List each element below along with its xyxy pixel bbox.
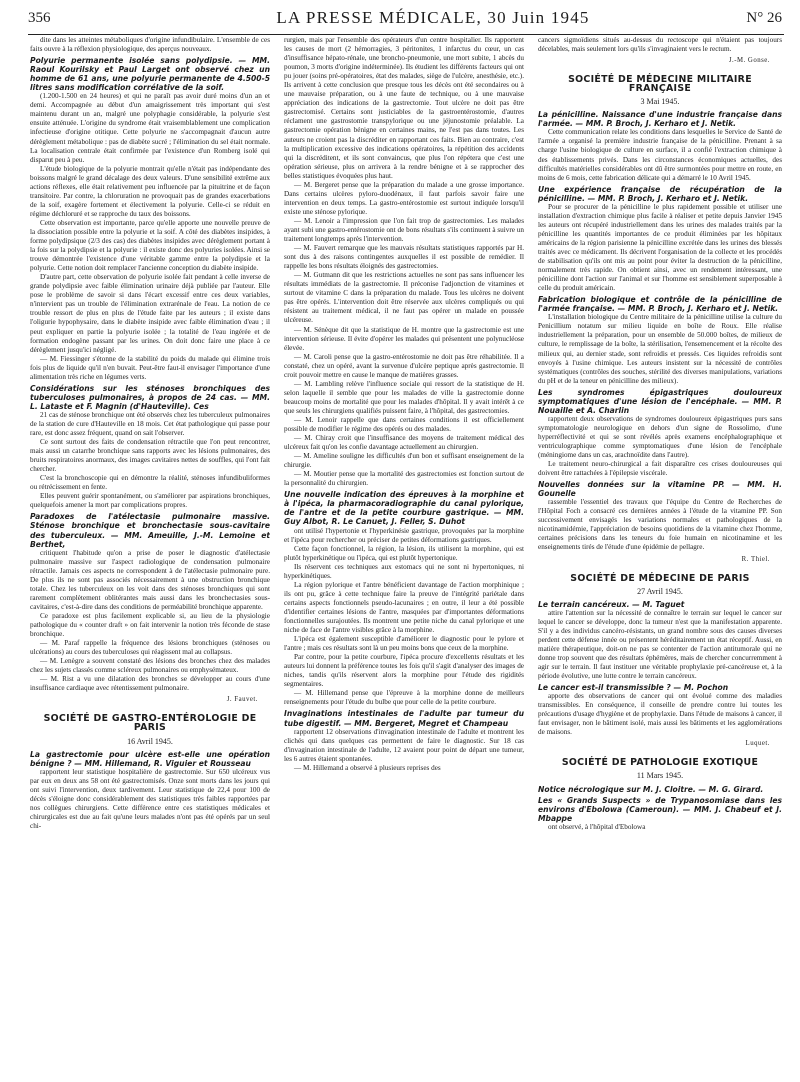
paragraph: ont utilisé l'hypertonie et l'hyperkinésie gastrique, provoquées par la morphine et l'ipéca pour rechercher ou préciser de petites déformations gastriques. [284, 526, 524, 544]
column-3 [538, 36, 782, 1076]
paragraph: Cette façon fonctionnel, la région, la lésion, ils utilisent la morphine, qui est plutôt hyperkinétique ou l'ipéca, qui est plutôt hypertonique. [284, 544, 524, 562]
paragraph: rapportent 12 observations d'invagination intestinale de l'adulte et montrent les clichés qui dans quelques cas permettent de faire le diagnostic. Sur 18 cas d'invagination intestinale de l'adulte, 12 avaient pour point de départ une tumeur, les 6 autres étaient spontanées. [284, 727, 524, 763]
paragraph: — M. Fiessinger s'étonne de la stabilité du poids du malade qui élimine trois fois plus de liquide qu'il n'en buvait. Peut-être faut-il envisager l'importance d'une alimentation très riche en légumes verts. [30, 354, 270, 381]
paragraph: L'ipéca est également susceptible d'améliorer le diagnostic pour le pylore et l'antre ; mais ces résultats sont là un peu moins bons que ceux de la morphine. [284, 635, 524, 653]
paragraph: Cette observation est importante, parce qu'elle apporte une nouvelle preuve de la dissociation possible entre la polyurie et la soif. A côté des diabètes insipides, à forme polydipsique (2/3 des cas) des diabètes insipides avec dérèglement portant à la fois sur la polydipsie et la polyurie : il existe donc des polyuries isolées. Ainsi se trouve démontrée l'existence d'une véritable gamme entre la polydipsie et la polyurie. Cette notion doit remplacer l'ancienne conception du diabète insipide. [30, 218, 270, 273]
paragraph: — M. Fauvert remarque que les mauvais résultats statistiques rapportés par H. sont dus à des raisons contingentes auxquelles il est possible de remédier. Il rappelle les bons résultats éloignés des gastrectomies. [284, 244, 524, 271]
page-number: 356 [28, 10, 51, 26]
section-date: 27 Avril 1945. [637, 586, 683, 596]
paragraph: — M. Lenoir rappelle que dans certaines conditions il est officiellement possible de modifier le régime des opérés ou des malades. [284, 415, 524, 434]
paragraph: — M. Lenègre a souvent constaté des lésions des bronches chez des malades chez les sujets classés comme scléreux pulmonaires ou emphysémateux. [30, 657, 270, 675]
article-title: Une nouvelle indication des épreuves à la morphine et à l'ipéca, la pharmacoradiographie du canal pylorique, de l'antre et de la petite courbure gastrique. — MM. Guy Albot, R. Le Canuet, J. Feller, S. Duhot [284, 490, 524, 527]
signature: R. Thiel. [741, 555, 770, 563]
section-heading: SOCIÉTÉ DE PATHOLOGIE EXOTIQUE [561, 757, 759, 769]
paragraph: — M. Lenoir a l'impression que l'on fait trop de gastrectomies. Les malades ayant subi une gastro-entérostomie ont de bons résultats s'ils continuent à suivre un traitement longtemps après l'intervention. [284, 216, 524, 244]
paragraph: — M. Ameline souligne les difficultés d'un bon et suffisant enseignement de la chirurgie. [284, 452, 524, 470]
article-title: Une expérience française de récupération de la pénicilline. — MM. P. Broch, J. Kerharo et J. Netik. [538, 184, 782, 203]
paragraph: Ce paradoxe est plus facilement explicable si, au lieu de la physiologie pathologique du « counter draft » on fait intervenir la notion très féconde de stase bronchique. [30, 611, 270, 639]
paragraph: rurgien, mais par l'ensemble des opérateurs d'un centre hospitalier. Ils rapportent les causes de mort (2 hémorragies, 3 péritonites, 1 infarctus du cœur, un cas d'insuffisance hépato-rénale, une broncho-pneumonie, une mort subite, 1 abcès du poumon, 3 morts d'origine indéterminée). Ils étudient les différents facteurs qui ont pu jouer (soins pré-opératoires, état des malades, siège de l'ulcère, anesthésie, etc.). Ils arrivent à cette conclusion que presque tous les décès ont été secondaires ou à une mauvaise préparation, ou à une faute de technique, ou à une mauvaise appréciation des indications de la gastrectomie. Tout ulcère ne doit pas être gastrectomisé. Certains sont justiciables de la gastroentérostomie, d'autres réclament une gastrostomie transpylorique ou une jéjunostomie préalable. La gastrectomie opération bénigne en certaines mains, ne l'est pas dans toutes. Les auteurs ne croient pas la discréditer en rapportant ces faits. Bien au contraire, c'est la multiplication excessive des indications opératoires, la répétition des accidents qui la discréditent, et ils sont convaincus, que plus l'on répétera que c'est une opération sérieuse, plus on arrivera à la rendre bénigne et à se rapprocher des belles statistiques évoquées plus haut. [284, 36, 524, 180]
section-heading: SOCIÉTÉ DE GASTRO-ENTÉROLOGIE DE PARIS [43, 713, 257, 734]
signature: J.-M. Gonse. [728, 57, 770, 65]
paragraph: — M. Hillemand pense que l'épreuve à la morphine donne de meilleurs renseignements pour l'étude du bulbe que pour celle de la petite courbure. [284, 689, 524, 707]
journal-title: LA PRESSE MÉDICALE, 30 Juin 1945 [276, 8, 590, 27]
article-title: Considérations sur les sténoses bronchiques des tuberculoses pulmonaires, à propos de 24 cas. — MM. L. Lataste et F. Magnin (d'Hauteville). Ces [30, 383, 270, 411]
article-title: Paradoxes de l'atélectasie pulmonaire massive. Sténose bronchique et bronchectasie sous-cavitaire des tuberculeux. — MM. Ameuille, J.-M. Lemoine et Berthet, [30, 512, 270, 549]
section-heading: SOCIÉTÉ DE MÉDECINE MILITAIRE FRANÇAISE [568, 74, 752, 95]
paragraph: rapportent leur statistique hospitalière de gastrectomie. Sur 650 ulcéreux vus par eux en deux ans 58 ont été gastrectomisés. Onze sont morts dans les jours qui ont suivi l'intervention, deux tardivement. Leur statistique de 22,4 pour 100 de décès s'éloigne donc considérablement des statistiques très faibles rapportées par nos collègues chirurgiens. Cette différence entre ces statistiques médicales et chirurgicales est due au fait qu'une leurs malades n'ont pas été opérés par un seul chi- [30, 767, 270, 830]
article-title: Invaginations intestinales de l'adulte par tumeur du tube digestif. — MM. Bergeret, Megret et Champeau [284, 709, 524, 728]
column-2 [284, 36, 524, 1076]
paragraph: 21 cas de sténose bronchique ont été observés chez les tuberculeux pulmonaires de la station de cure d'Hauteville en 18 mois. Cet état pathologique qui passe pour rare, est donc assez fréquent, quand on sait l'observer. [30, 410, 270, 438]
paragraph: attire l'attention sur la nécessité de connaître le terrain sur lequel le cancer sur lequel le cancer se développe, donc la tumeur n'est que la manifestation apparente. S'il y a des individus cancéro-résistants, un grand nombre sous des causes diverses perdent cette défense innée ou présentent héréditairement un état réceptif. Aussi, en matière thérapeutique, doit-on ne pas se contenter de l'action antitumorale qui ne donne trop souvent que des résultats éphémères, mais de chercher concurremment à agir sur le terrain. Il faut instituer une véritable prophylaxie pré-cancéreuse et, à la période évolutive, une lutte contre le terrain cancéreux. [538, 608, 782, 681]
paragraph: — M. Hillemand a observé à plusieurs reprises des [294, 763, 441, 772]
section-date: 3 Mai 1945. [640, 97, 680, 107]
section-heading: SOCIÉTÉ DE MÉDECINE DE PARIS [570, 572, 750, 584]
paragraph: dite dans les atteintes métaboliques d'origine infundibulaire. L'ensemble de ces faits ouvre à la réflexion physiologique, des aperçus nouveaux. [30, 36, 270, 54]
paragraph: C'est la bronchoscopie qui en démontre la réalité, sténoses infundibuliformes ou rétrécissement en fente. [30, 474, 270, 492]
article-title: Le terrain cancéreux. — M. Taguet [538, 599, 685, 609]
paragraph: — M. Bergeret pense que la préparation du malade a une grosse importance. Dans certains ulcères pyloro-duodénaux, il faut parfois savoir faire une intervention en deux temps. La gastro-entérostomie est surtout indiquée lorsqu'il existe une sténose pylorique. [284, 180, 524, 216]
paragraph: — M. Rist a vu une dilatation des bronches se développer au cours d'une insuffisance cardiaque avec rétentissement pulmonaire. [30, 675, 270, 693]
column-1 [30, 36, 270, 1076]
article-title: Fabrication biologique et contrôle de la pénicilline de l'armée française. — MM. P. Broch, J. Kerharo et J. Netik. [538, 295, 782, 314]
paragraph: critiquent l'habitude qu'on a prise de poser le diagnostic d'atélectasie pulmonaire massive sur l'aspect radiologique de condensation pulmonaire rétractile. Jamais ces aspects ne correspondent à de l'atélectasie pulmonaire pure. De plus ils ne sont pas associés nécessairement à une obstruction bronchique totale. Chez les tuberculeux on les voit dans des sténoses bronchiques qui sont rarement complètement oblitérantes mais aussi dans les bronchectasies sous-cavitaires, c'est-à-dire dans des conditions de perméabilité bronchique apparente. [30, 548, 270, 611]
paragraph: D'autre part, cette observation de polyurie isolée fait pendant à celle inverse de grande polydipsie avec faible élimination urinaire déjà publiée par l'auteur. Elle pose le problème de savoir si dans l'écart excessif entre ces deux variables, n'intervient pas un trouble de l'élimination extrarénale de l'eau. La notion de ce trouble ressort de plus en plus de l'étude faite par les auteurs ; il existe dans l'oligurie hypophysaire, dans le diabète insipide avec faible élimination d'eau ; il peut expliquer en partie la polyurie isolée ; la totalité de l'eau ingérée et de formation endogène passant par les urines. On doit donc faire une place à ce dérèglement jusqu'ici négligé. [30, 273, 270, 354]
article-title: Nouvelles données sur la vitamine PP. — MM. H. Gounelle [538, 480, 782, 499]
article-title: Notice nécrologique sur M. J. Cloitre. — M. G. Girard. [538, 784, 764, 794]
paragraph: rassemble l'essentiel des travaux que l'équipe du Centre de Recherches de l'Hôpital Foch a consacré ces dernières années à l'étude de la vitamine PP. Son successivement envisagés les variations normales et pathologiques de la nicotinamidémie, l'appréciation de besoins quotidiens de la vitamine chez l'homme, certaines précisions dans les teneurs du foie humain en nicotinamine et les enseignements tirés de l'étude d'une épidémie de pellagre. [538, 498, 782, 552]
paragraph: — M. Chiray croit que l'insuffisance des moyens de traitement médical des ulcéreux fait qu'on les confie davantage actuellement au chirurgien. [284, 434, 524, 452]
paragraph: Pour se procurer de la pénicilline le plus rapidement possible et utiliser une installation d'extraction chimique plus facile à réaliser et petite depuis Janvier 1945 les auteurs ont récupéré industriellement dans les urines des malades traités par la pénicilline les quantités importantes de ce produit éliminées par les hôpitaux américains de la région parisienne la pénicilline excrétée dans les urines des blessés traités avec ce médicament. Ils décrivent l'organisation de la collecte et les procédés de stabilisation qu'ils ont mis au point pour éviter la destruction de la pénicilline, normalement très rapide. On obtient ainsi, avec un rendement intéressant, une pénicilline dont l'action sur l'animal et sur l'homme est sensiblement superposable à celle du produit américain. [538, 202, 782, 293]
paragraph: L'étude biologique de la polyurie montrait qu'elle n'était pas indépendante des boissons malgré le grand décalage des deux valeurs. D'une sensibilité extrême aux actions réflexes, elle était relativement peu influencée par la pituitrine et de façon transitoire. Par contre, la chloruration ne provoquait pas de grandes exacerbations de la soif, exagère fortement et électivement la polyurie. Celle-ci se réduit en régime déchloruré et se rapproche du taux des boissons. [30, 164, 270, 218]
paragraph: — M. Paraf rappelle la fréquence des lésions bronchiques (sténoses ou ulcérations) au cours des tuberculoses qui réagissent mal au collapsus. [30, 639, 270, 657]
section-date: 11 Mars 1945. [636, 771, 684, 781]
article-title: Les « Grands Suspects » de Trypanosomiase dans les environs d'Ebolowa (Cameroun). — MM. J. Chabeuf et J. Mbappe [538, 795, 782, 823]
paragraph: Ils réservent ces techniques aux estomacs qui ne sont ni hypertoniques, ni hyperkinétiques. [284, 562, 524, 580]
paragraph: — M. Sénèque dit que la statistique de H. montre que la gastrectomie est une intervention sérieuse. Il évite d'opérer les malades qui présentent une polynucléose élevée. [284, 325, 524, 352]
paragraph: Le traitement neuro-chirurgical a fait disparaître ces crises douloureuses qui doivent être rattachées à l'épilepsie viscérale. [538, 460, 782, 478]
paragraph: Cette communication relate les conditions dans lesquelles le Service de Santé de l'armée a organisé la première industrie française de la pénicilline. Prenant à sa charge l'usine biologique de culture en surface, il a confié l'extraction chimique à des établissements privés. Dans les circonstances économiques actuelles, des difficultés matérielles considérables ont dû être surmontées pour mettre en route, en moins de 6 mois, cette fabrication délicate qui a démarré le 10 Avril 1945. [538, 128, 782, 182]
article-title: La pénicilline. Naissance d'une industrie française dans l'armée. — MM. P. Broch, J. Kerharo et J. Netik. [538, 110, 782, 129]
paragraph: — M. Moutier pense que la mortalité des gastrectomies est fonction surtout de la personnalité du chirurgien. [284, 470, 524, 488]
paragraph: Par contre, pour la petite courbure, l'ipéca procure d'excellents résultats et les auteurs lui donnent la préférence toutes les fois qu'il s'agit d'analyser des images de niches, tandis qu'ils réservent alors la morphine pour l'étude des rigidités segmentaires. [284, 653, 524, 689]
paragraph: — M. Lambling relève l'influence sociale qui ressort de la statistique de H. selon laquelle il semble que pour les malades de ville la gastrectomie donne beaucoup moins de mortalité que pour les malades d'hôpital. Il y avait intérêt à ce que seuls les chirurgiens qualifiés puissent faire, à l'hôpital, des gastrectomies. [284, 379, 524, 415]
paragraph: ont observé, à l'hôpital d'Ebolowa [548, 822, 646, 831]
section-date: 16 Avril 1945. [127, 736, 173, 746]
paragraph: L'installation biologique du Centre militaire de la pénicilline utilise la culture du Penicillium notatum sur milieu liquide en boîte de Roux. Elle réalise industriellement la préparation, pour un ensemble de 50.000 boîtes, de milieux de culture, le remplissage de la boîte, la stérilisation, l'ensemencement et la récolte des milieux qui, au dernier stade, sont refroidis et pressés. Ces liquides refroidis sont envoyés à l'usine chimique. Les auteurs insistent sur la nécessité de contrôles systématiques (contrôles des souches, stérilité des diverses manipulations, variations du pH et de la teneur en pénicilline des milieux). [538, 313, 782, 385]
page-header [28, 8, 784, 35]
signature: Luquet. [745, 740, 770, 748]
paragraph: — M. Gutmann dit que les restrictions actuelles ne sont pas sans influencer les résultats immédiats de la gastrectomie. Il préconise l'adjonction de vitamines et surtout de vitamine C dans la préparation du malade. Tous les ulcères ne doivent pas être opérés. L'intervention doit être réservée aux ulcères compliqués ou qui résistent au traitement médical, il ne faut pas opérer un malade en poussée ulcéreuse. [284, 271, 524, 325]
paragraph: Elles peuvent guérir spontanément, ou s'améliorer par aspirations bronchiques, quelquefois amener la mort par complications propres. [30, 492, 270, 510]
paragraph: Ce sont surtout des faits de condensation rétractile que l'on peut rencontrer, mais aussi un catarrhe bronchique sans rapports avec les lésions pulmonaires, des bruits respiratoires anormaux, des images cavitaires nettes de souffles, qui l'ont fait chercher. [30, 438, 270, 474]
paragraph: rapportent deux observations de syndromes douloureux épigastriques purs sans symptomatologie neurologique en dehors d'un signe de Rossolimo, d'une hyperréflectivité et qui se sont révélés après examens encéphalographique et ventriculographique comme symptomatiques d'une lésion de l'encéphale (méningiome dans un cas, arachnoïdite dans l'autre). [538, 414, 782, 460]
paragraph: apporte des observations de cancer qui ont évolué comme des maladies transmissibles. En conséquence, il conseille de prendre contre lui toutes les précautions d'usage d'hygiène et de prophylaxie. Dans l'étude de maisons à cancer, il faut envisager, non le bâtiment isolé, mais aussi les bâtiments et les agglomérations de maisons. [538, 692, 782, 737]
article-title: Le cancer est-il transmissible ? — M. Pochon [538, 683, 729, 693]
paragraph: cancers sigmoïdiens situés au-dessus du rectoscope qui n'étaient pas toujours décelables, mais seulement lors qu'ils s'invaginaient vers le rectum. [538, 36, 782, 54]
paragraph: La région pylorique et l'antre bénéficient davantage de l'action morphinique ; ils ont pu, grâce à cette technique faire la preuve de l'intégrité pariétale dans certains aspects fonctionnels pseudo-lacunaires ; en outre, il leur a été possible d'identifier certaines lésions de l'antre, masquées par d'importantes déformations fonctionnelles surajoutées. Ils montrent une petite niche du canal pylorique et une niche de face de l'antre visibles grâce à la morphine. [284, 580, 524, 635]
issue-number: N° 26 [746, 10, 782, 26]
article-title: Les syndromes épigastriques douloureux symptomatiques d'une lésion de l'encéphale. — MM. P. Nouaille et A. Charlin [538, 387, 782, 415]
article-title: Polyurie permanente isolée sans polydipsie. — MM. Raoul Kourilsky et Paul Larget ont observé chez un homme de 61 ans, une polyurie permanente de 4.500-5 litres sans modification corrélative de la soif. [30, 56, 270, 93]
signature: J. Fauvet. [226, 696, 258, 704]
paragraph: — M. Caroli pense que la gastro-entérostomie ne doit pas être réhabilitée. Il a constaté, chez un opéré, avant la survenue d'ulcère peptique après gastrectomie. Il croit pouvoir mettre en cause le manque de matières grasses. [284, 352, 524, 379]
article-title: La gastrectomie pour ulcère est-elle une opération bénigne ? — MM. Hillemand, R. Viguier et Rousseau [30, 749, 270, 768]
paragraph: (1.200-1.500 en 24 heures) et qui ne paraît pas avoir duré moins d'un an et demi. Accompagnée au début d'un amaigrissement très important qui s'est maintenu durant un an, malgré une polyphagie considérable, la polyurie s'est ensuite atténuée. L'origine du syndrome était vraisemblablement une complication infectieuse d'origine otitique. Cette polyurie ne s'accompagnait d'aucun autre dérèglement métabolique : pas de diabète sucré ; l'élimination du sel était normale. La localisation centrale était confirmée par l'existence d'un Romberg isolé qui disparut peu à peu. [30, 92, 270, 164]
